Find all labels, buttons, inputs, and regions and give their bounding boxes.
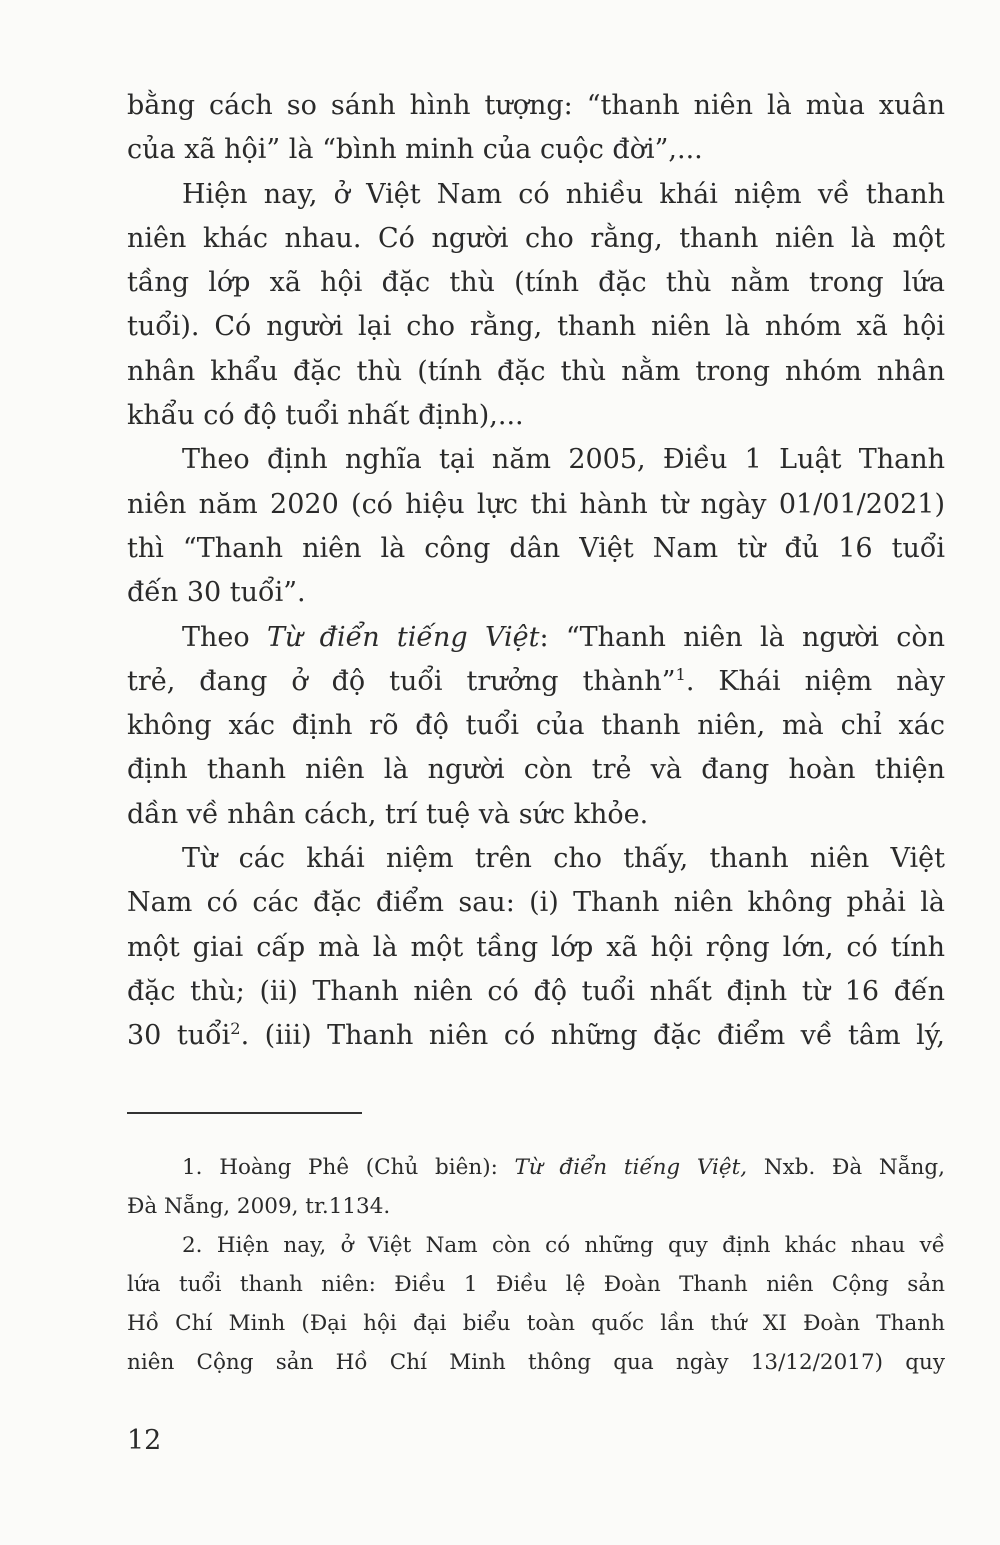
text-line: đến 30 tuổi”.	[127, 577, 306, 609]
text-segment: 1. Hoàng Phê (Chủ biên):	[182, 1155, 515, 1180]
text-line: thì “Thanh niên là công dân Việt Nam từ đủ 16 tuổi	[127, 532, 945, 564]
footnote-line: Đà Nẵng, 2009, tr.1134.	[127, 1194, 391, 1219]
footnote-divider	[127, 1112, 362, 1114]
text-line: Nam có các đặc điểm sau: (i) Thanh niên không phải là	[127, 887, 945, 919]
text-line: không xác định rõ độ tuổi của thanh niên, mà chỉ xác	[127, 710, 945, 742]
text-line: một giai cấp mà là một tầng lớp xã hội rộng lớn, có tính	[127, 931, 945, 963]
footnote-ref-2: 2	[230, 1019, 241, 1039]
text-line: khẩu có độ tuổi nhất định),...	[127, 400, 524, 432]
text-line	[127, 1014, 945, 1058]
footnote-line: niên Cộng sản Hồ Chí Minh thông qua ngày 13/12/2017) quy	[127, 1350, 945, 1375]
text-line: tuổi). Có người lại cho rằng, thanh niên là nhóm xã hội	[127, 311, 945, 343]
text-line: tầng lớp xã hội đặc thù (tính đặc thù nằm trong lứa	[127, 267, 945, 299]
page-number: 12	[127, 1425, 162, 1456]
footnote-ref-1: 1	[675, 664, 686, 684]
text-line: Từ các khái niệm trên cho thấy, thanh niên Việt	[182, 843, 945, 875]
text-line	[127, 616, 945, 660]
body-text	[127, 84, 945, 1059]
book-title: Từ điển tiếng Việt,	[514, 1155, 748, 1180]
text-line: niên khác nhau. Có người cho rằng, thanh niên là một	[127, 222, 945, 254]
text-line: của xã hội” là “bình minh của cuộc đời”,...	[127, 134, 703, 166]
text-line: định thanh niên là người còn trẻ và đang hoàn thiện	[127, 754, 945, 786]
text-segment: trẻ, đang ở độ tuổi trưởng thành”	[127, 665, 676, 697]
footnote-line	[127, 1148, 945, 1187]
text-line: nhân khẩu đặc thù (tính đặc thù nằm trong nhóm nhân	[127, 355, 945, 387]
text-line: dần về nhân cách, trí tuệ và sức khỏe.	[127, 798, 649, 830]
footnote-line: 2. Hiện nay, ở Việt Nam còn có những quy định khác nhau về	[182, 1233, 945, 1258]
text-segment: . (iii) Thanh niên có những đặc điểm về tâm lý,	[240, 1020, 945, 1052]
text-line	[127, 660, 945, 704]
footnotes	[127, 1148, 945, 1382]
text-segment: . Khái niệm này	[685, 665, 946, 697]
book-title: Từ điển tiếng Việt	[266, 621, 540, 653]
text-segment: Theo	[182, 621, 267, 653]
text-segment: Nxb. Đà Nẵng,	[747, 1155, 945, 1180]
text-line: niên năm 2020 (có hiệu lực thi hành từ ngày 01/01/2021)	[127, 488, 945, 520]
text-segment: 30 tuổi	[127, 1020, 231, 1052]
text-line: Theo định nghĩa tại năm 2005, Điều 1 Luật Thanh	[182, 444, 945, 476]
text-line: Hiện nay, ở Việt Nam có nhiều khái niệm về thanh	[182, 178, 945, 210]
text-line: bằng cách so sánh hình tượng: “thanh niên là mùa xuân	[127, 90, 945, 121]
text-line: đặc thù; (ii) Thanh niên có độ tuổi nhất định từ 16 đến	[127, 975, 945, 1007]
footnote-line: Hồ Chí Minh (Đại hội đại biểu toàn quốc lần thứ XI Đoàn Thanh	[127, 1311, 945, 1336]
text-segment: : “Thanh niên là người còn	[539, 621, 946, 653]
footnote-line: lứa tuổi thanh niên: Điều 1 Điều lệ Đoàn Thanh niên Cộng sản	[127, 1272, 945, 1297]
